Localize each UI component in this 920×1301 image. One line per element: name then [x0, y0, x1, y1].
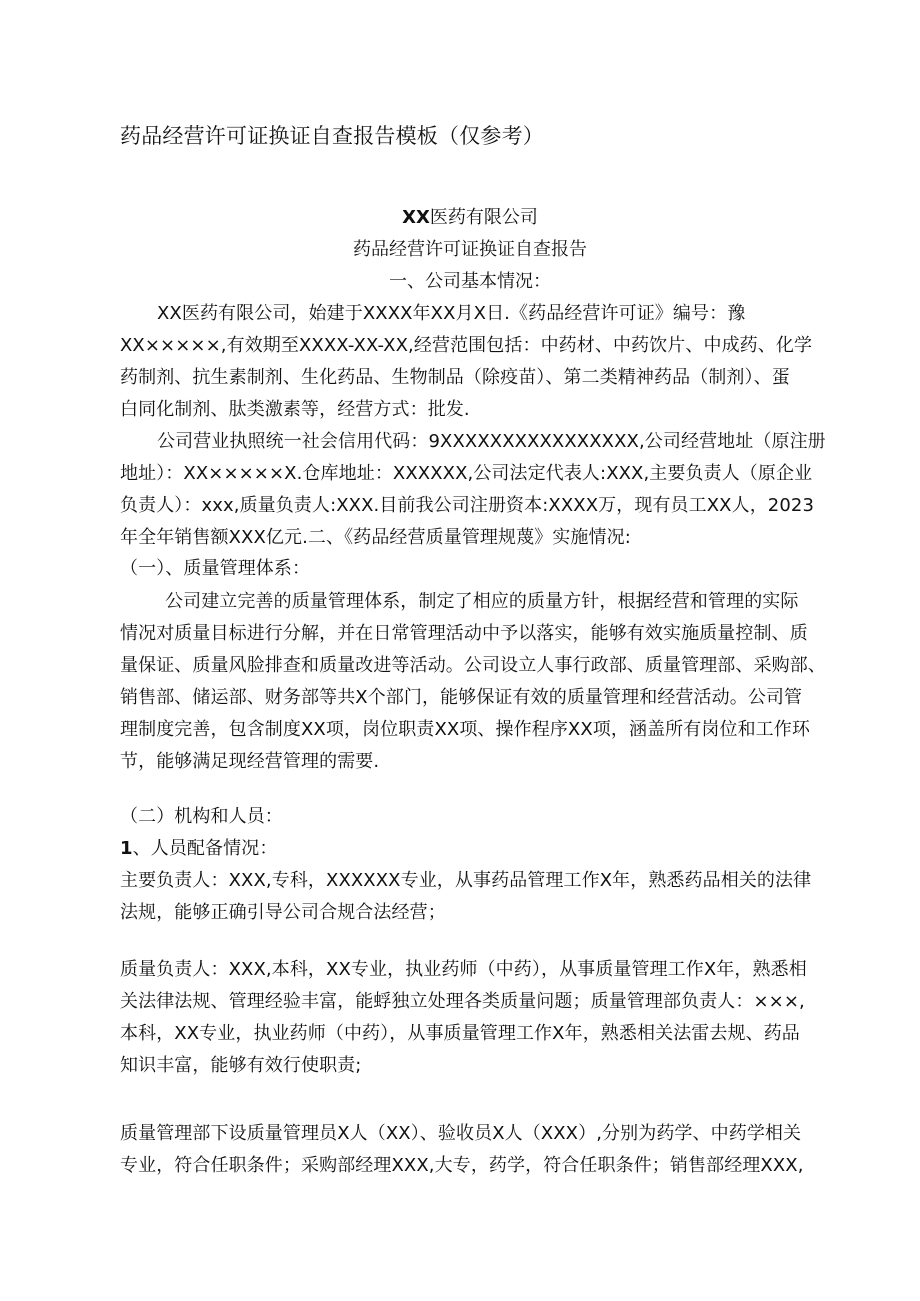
- paragraph-line: 知识丰富，能够有效行使职责;: [120, 1055, 362, 1076]
- paragraph-line: 公司营业执照统一社会信用代码：9XXXXXXXXXXXXXXXX,公司经营地址（原注册: [157, 431, 826, 452]
- paragraph-line: 地址）：XX×××××X.仓库地址：XXXXXX,公司法定代表人:XXX,主要负责人（原企业: [120, 463, 813, 484]
- report-title: 药品经营许可证换证自查报告: [353, 239, 587, 260]
- paragraph-line: 质量管理部下设质量管理员X人（XX）、验收员X人（XXX）,分别为药学、中药学相关: [120, 1123, 802, 1144]
- paragraph-line: XX×××××,有效期至XXXX-XX-XX,经营范围包括：中药材、中药饮片、中成药、化学: [120, 335, 813, 356]
- paragraph-line: 法规，能够正确引导公司合规合法经营；: [120, 902, 446, 923]
- paragraph-line: 主要负责人：XXX,专科，XXXXXX专业，从事药品管理工作X年，熟悉药品相关的法律: [120, 870, 812, 891]
- paragraph-line: 专业，符合任职条件；采购部经理XXX,大专，药学，符合任职条件；销售部经理XXX,: [120, 1155, 804, 1176]
- paragraph-line: 年全年销售额XXX亿元.二、《药品经营质量管理规蔑》实施情况:: [120, 527, 631, 548]
- paragraph-line: 负责人）：xxx,质量负责人:XXX.目前我公司注册资本:XXXX万，现有员工XX人，2023: [120, 495, 815, 516]
- company-name-suffix: 医药有限公司: [429, 207, 538, 228]
- company-name: [0, 203, 920, 233]
- section1-heading: 一、公司基本情况：: [389, 271, 551, 292]
- paragraph-line: 公司建立完善的质量管理体系，制定了相应的质量方针，根据经营和管理的实际: [165, 591, 799, 612]
- subsection2-heading: （二）机构和人员：: [120, 806, 283, 827]
- item1-heading: [120, 834, 277, 864]
- paragraph-line: 质量负责人：XXX,本科，XX专业，执业药师（中药），从事质量管理工作X年，熟悉相: [120, 959, 807, 980]
- item1-number: 1: [120, 838, 133, 859]
- paragraph-line: 本科，XX专业，执业药师（中药），从事质量管理工作X年，熟悉相关法雷去规、药品: [120, 1023, 800, 1044]
- company-name-prefix: XX: [402, 207, 430, 228]
- paragraph-line: 药制剂、抗生素制剂、生化药品、生物制品（除疫苗）、第二类精神药品（制剂）、蛋: [120, 367, 790, 388]
- paragraph-line: 关法律法规、管理经验丰富，能蜉独立处理各类质量问题；质量管理部负责人：×××,: [120, 991, 805, 1012]
- paragraph-line: 理制度完善，包含制度XX项，岗位职责XX项、操作程序XX项，涵盖所有岗位和工作环: [120, 719, 810, 740]
- paragraph-line: 白同化制剂、肽类激素等，经营方式：批发.: [120, 399, 470, 420]
- paragraph-line: 销售部、储运部、财务部等共X个部门，能够保证有效的质量管理和经营活动。公司管: [120, 687, 803, 708]
- document-title: 药品经营许可证换证自查报告模板（仅参考）: [120, 124, 544, 148]
- paragraph-line: 情况对质量目标进行分解，并在日常管理活动中予以落实，能够有效实施质量控制、质: [120, 623, 808, 644]
- paragraph-line: 量保证、质量风脸排查和质量改进等活动。公司设立人事行政部、质量管理部、采购部、: [120, 655, 826, 676]
- paragraph-line: 节，能够满足现经营管理的需要.: [120, 751, 380, 772]
- subsection1-heading: （一）、质量管理体系：: [120, 558, 311, 579]
- item1-heading-text: 、人员配备情况：: [132, 838, 278, 859]
- paragraph-line: XX医药有限公司，始建于XXXX年XX月X日.《药品经营许可证》编号：豫: [157, 303, 746, 324]
